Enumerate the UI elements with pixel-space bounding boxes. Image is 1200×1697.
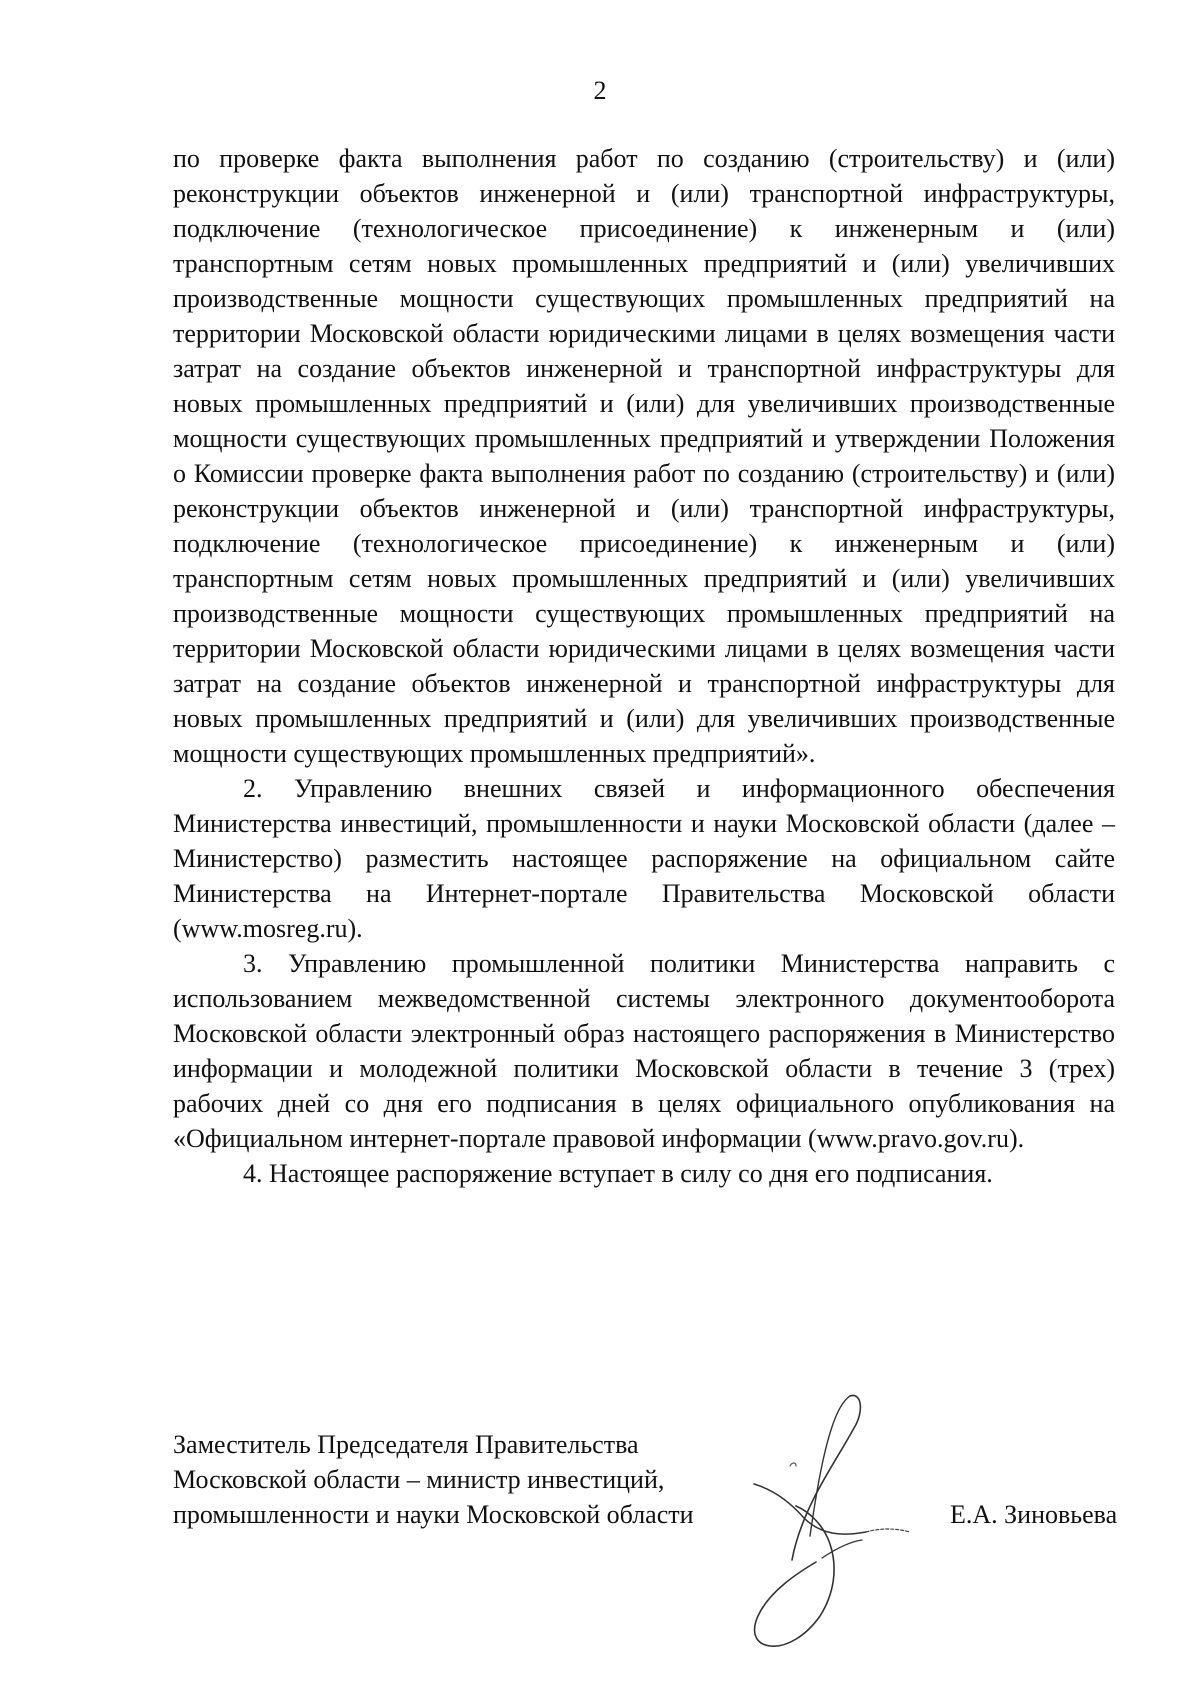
document-body bbox=[173, 141, 1115, 1191]
paragraph-item-2: 2. Управлению внешних связей и информационного обеспечения Министерства инвестиций, промышленности и науки Московской области (далее – Министерство) разместить настоящее распоряжение на официальном сайте Министерства на Интернет-портале Правительства Московской области (www.mosreg.ru). bbox=[173, 774, 1115, 943]
signatory-position-line: Московской области – министр инвестиций, bbox=[173, 1465, 665, 1494]
paragraph-item-3: 3. Управлению промышленной политики Министерства направить с использованием межведомственной системы электронного документооборота Московской области электронный образ настоящего распоряжения в Министерство информации и молодежной политики Московской области в течение 3 (трех) рабочих дней со дня его подписания в целях официального опубликования на «Официальном интернет-портале правовой информации (www.pravo.gov.ru). bbox=[173, 949, 1115, 1153]
paragraph-continuation: по проверке факта выполнения работ по созданию (строительству) и (или) реконструкции объектов инженерной и (или) транспортной инфраструктуры, подключение (технологическое присоединение) к инженерным и (или) транспортным сетям новых промышленных предприятий и (или) увеличивших производственные мощности существующих промышленных предприятий на территории Московской области юридическими лицами в целях возмещения части затрат на создание объектов инженерной и транспортной инфраструктуры для новых промышленных предприятий и (или) для увеличивших производственные мощности существующих промышленных предприятий и утверждении Положения о Комиссии проверке факта выполнения работ по созданию (строительству) и (или) реконструкции объектов инженерной и (или) транспортной инфраструктуры, подключение (технологическое присоединение) к инженерным и (или) транспортным сетям новых промышленных предприятий и (или) увеличивших производственные мощности существующих промышленных предприятий на территории Московской области юридическими лицами в целях возмещения части затрат на создание объектов инженерной и транспортной инфраструктуры для новых промышленных предприятий и (или) для увеличивших производственные мощности существующих промышленных предприятий». bbox=[173, 144, 1115, 768]
signatory-position-line: промышленности и науки Московской области bbox=[173, 1500, 694, 1529]
signatory-name: Е.А. Зиновьева bbox=[950, 1500, 1118, 1529]
signatory-position-line: Заместитель Председателя Правительства bbox=[173, 1430, 639, 1459]
paragraph-item-4: 4. Настоящее распоряжение вступает в силу со дня его подписания. bbox=[243, 1159, 993, 1188]
handwritten-signature bbox=[730, 1390, 950, 1660]
signatory-position bbox=[173, 1427, 773, 1532]
page-number: 2 bbox=[593, 76, 607, 105]
